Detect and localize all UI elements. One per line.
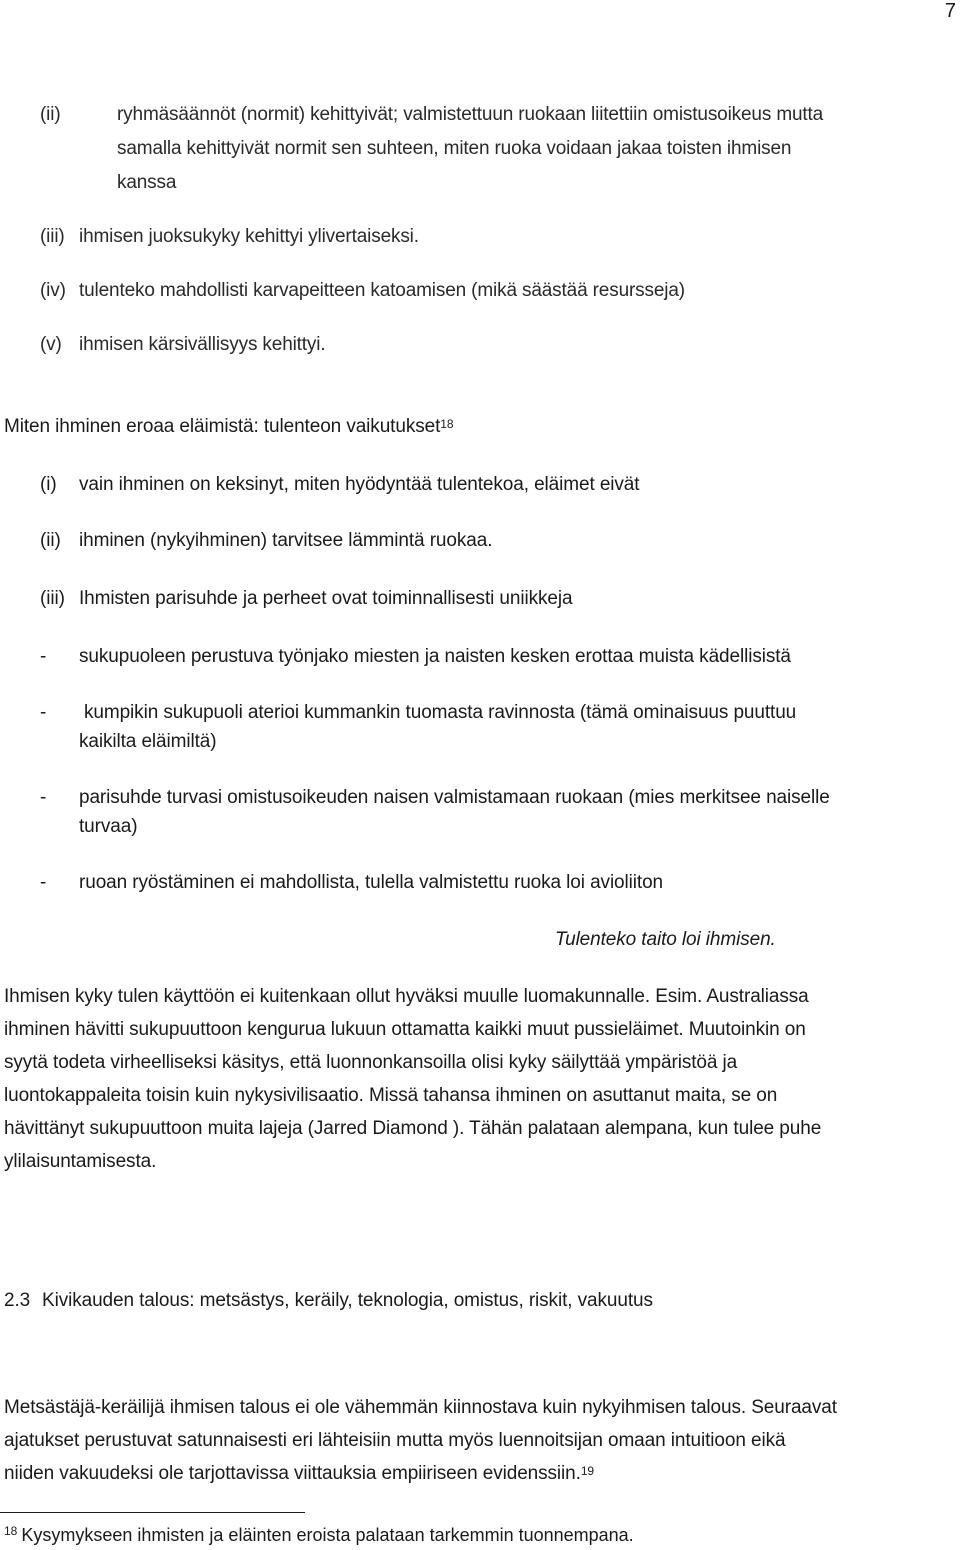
paragraph-line: syytä todeta virheelliseksi käsitys, että luonnonkansoilla olisi kyky säilyttää ympäristöä ja [4,1052,738,1073]
dash-marker: - [40,646,47,667]
paragraph-line: ylilaisuntamisesta. [4,1151,157,1172]
dash-line: kaikilta eläimiltä) [79,731,217,752]
paragraph-line: hävittänyt sukupuuttoon muita lajeja (Jarred Diamond ). Tähän palataan alempana, kun tulee puhe [4,1118,822,1139]
section-number: 2.3 [4,1290,31,1311]
footnote-ref: 19 [580,1464,594,1478]
item-text: Ihmisten parisuhde ja perheet ovat toiminnallisesti uniikkeja [79,588,573,609]
footnote [4,1525,634,1546]
page-number: 7 [944,0,956,22]
footnote-ref: 18 [440,417,454,431]
item-label: (iii) [40,226,65,247]
item-label: (ii) [40,530,61,551]
item-label: (v) [40,334,62,355]
heading-text: Miten ihminen eroaa eläimistä: tulenteon vaikutukset [4,416,441,437]
section-title-text: Kivikauden talous: metsästys, keräily, teknologia, omistus, riskit, vakuutus [42,1290,653,1311]
paragraph-line: luontokappaleita toisin kuin nykysivilisaatio. Missä tahansa ihminen on asuttanut maita, se on [4,1085,778,1106]
dash-line: parisuhde turvasi omistusoikeuden naisen valmistamaan ruokaan (mies merkitsee naiselle [79,787,830,808]
italic-note: Tulenteko taito loi ihmisen. [555,929,776,950]
item-line: ihmisen juoksukyky kehittyi ylivertaiseksi. [79,226,419,247]
item-label: (iv) [40,280,66,301]
footnote-separator [0,1512,305,1513]
item-text: vain ihminen on keksinyt, miten hyödyntää tulentekoa, eläimet eivät [79,474,640,495]
dash-marker: - [40,702,47,723]
item-label: (iii) [40,588,65,609]
footnote-number: 18 [4,1524,18,1538]
item-text: ihminen (nykyihminen) tarvitsee lämmintä ruokaa. [79,530,493,551]
dash-line: sukupuoleen perustuva työnjako miesten ja naisten kesken erottaa muista kädellisistä [79,646,791,667]
item-line: tulenteko mahdollisti karvapeitteen katoamisen (mikä säästää resursseja) [79,280,685,301]
section-heading [4,416,453,438]
dash-line: kumpikin sukupuoli aterioi kummankin tuomasta ravinnosta (tämä ominaisuus puuttuu [84,702,797,723]
paragraph-line: niiden vakuudeksi ole tarjottavissa viittauksia empiiriseen evidenssiin.$^{19}$ [4,1463,594,1484]
paragraph-line: Ihmisen kyky tulen käyttöön ei kuitenkaan ollut hyväksi muulle luomakunnalle. Esim. Australiassa [4,986,809,1007]
dash-line: turvaa) [79,816,138,837]
dash-marker: - [40,787,47,808]
footnote-text: Kysymykseen ihmisten ja eläinten eroista palataan tarkemmin tuonnempana. [21,1525,634,1545]
item-line: samalla kehittyivät normit sen suhteen, miten ruoka voidaan jakaa toisten ihmisen [117,138,792,159]
dash-marker: - [40,872,47,893]
dash-line: ruoan ryöstäminen ei mahdollista, tulella valmistettu ruoka loi avioliiton [79,872,664,893]
item-line: kanssa [117,172,177,193]
item-line: ihmisen kärsivällisyys kehittyi. [79,334,326,355]
paragraph-line: Metsästäjä-keräilijä ihmisen talous ei ole vähemmän kiinnostava kuin nykyihmisen talous. Seuraavat [4,1397,837,1418]
paragraph-line: ajatukset perustuvat satunnaisesti eri lähteisiin mutta myös luennoitsijan omaan intuitioon eikä [4,1430,786,1451]
paragraph-line: ihminen hävitti sukupuuttoon kengurua lukuun ottamatta kaikki muut pussieläimet. Muutoinkin on [4,1019,806,1040]
item-label: (i) [40,474,57,495]
item-label: (ii) [40,104,61,125]
item-line: ryhmäsäännöt (normit) kehittyivät; valmistettuun ruokaan liitettiin omistusoikeus mutta [117,104,824,125]
